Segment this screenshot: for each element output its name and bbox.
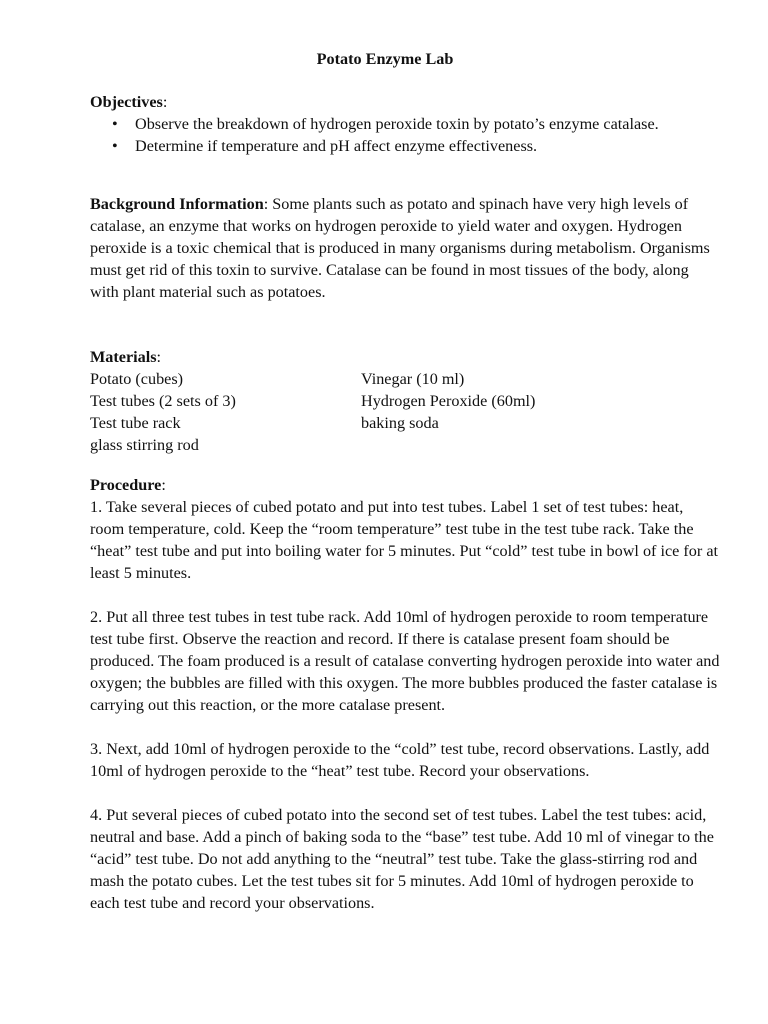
material-item: baking soda: [361, 414, 439, 432]
procedure-heading-line: [90, 474, 720, 496]
objectives-heading: Objectives: [90, 93, 163, 111]
material-item: Vinegar (10 ml): [361, 370, 465, 388]
background-section: [90, 193, 720, 303]
procedure-step: 4. Put several pieces of cubed potato into the second set of test tubes. Label the test tubes: acid, neutral and base. Add a pinch of baking soda to the “base” test tube. Add 10 ml of vinegar to the “acid” test tube. Do not add anything to the “neutral” test tube. Take the glass-stirring rod and mash the potato cubes. Let the test tubes sit for 5 minutes. Add 10ml of hydrogen peroxide to each test tube and record your observations.: [90, 806, 714, 912]
procedure-step: 3. Next, add 10ml of hydrogen peroxide to the “cold” test tube, record observations. Lastly, add 10ml of hydrogen peroxide to the “heat” test tube. Record your observations.: [90, 740, 710, 780]
list-item: [90, 113, 720, 135]
objectives-list: [90, 113, 720, 157]
procedure-section: [90, 474, 720, 936]
materials-list: [90, 368, 720, 456]
procedure-heading: Procedure: [90, 476, 162, 494]
background-paragraph: Background Information: Some plants such as potato and spinach have very high levels of catalase, an enzyme that works on hydrogen peroxide to yield water and oxygen. Hydrogen peroxide is a toxic chemical that is produced in many organisms during metabolism. Organisms must get rid of this toxin to survive. Catalase can be found in most tissues of the body, along with plant material such as potatoes.: [90, 195, 710, 301]
material-item: Potato (cubes): [90, 370, 184, 388]
heading-colon: :: [162, 93, 168, 111]
material-item: [361, 434, 641, 456]
materials-section: [90, 346, 720, 456]
material-item: glass stirring rod: [90, 436, 199, 454]
objective-text: Observe the breakdown of hydrogen peroxide toxin by potato’s enzyme catalase.: [135, 115, 659, 133]
objectives-heading-line: [90, 91, 720, 113]
page-title: Potato Enzyme Lab: [316, 50, 454, 68]
list-item: [90, 135, 720, 157]
procedure-step: 2. Put all three test tubes in test tube rack. Add 10ml of hydrogen peroxide to room temperature test tube first. Observe the reaction and record. If there is catalase present foam should be produced. The foam produced is a result of catalase converting hydrogen peroxide into water and oxygen; the bubbles are filled with this oxygen. The more bubbles produced the faster catalase is carrying out this reaction, or the more catalase present.: [90, 608, 720, 714]
material-item: Test tubes (2 sets of 3): [90, 392, 236, 410]
background-text: Some plants such as potato and spinach have very high levels of catalase, an enzyme that works on hydrogen peroxide to yield water and oxygen. Hydrogen peroxide is a toxic chemical that is produced in many organisms during metabolism. Organisms must get rid of this toxin to survive. Catalase can be found in most tissues of the body, along with plant material such as potatoes.: [90, 195, 710, 301]
heading-colon: :: [156, 348, 162, 366]
bullet-icon: •: [112, 115, 118, 133]
objectives-section: [90, 91, 720, 157]
heading-colon: :: [161, 476, 166, 494]
background-heading: Background Information: [90, 195, 264, 213]
material-item: Hydrogen Peroxide (60ml): [361, 392, 536, 410]
objective-text: Determine if temperature and pH affect enzyme effectiveness.: [135, 137, 538, 155]
materials-heading-line: [90, 346, 720, 368]
procedure-step: 1. Take several pieces of cubed potato and put into test tubes. Label 1 set of test tubes: heat, room temperature, cold. Keep the “room temperature” test tube in the test tube rack. Take the “heat” test tube and put into boiling water for 5 minutes. Put “cold” test tube in bowl of ice for at least 5 minutes.: [90, 498, 719, 582]
material-item: Test tube rack: [90, 414, 181, 432]
materials-heading: Materials: [90, 348, 157, 366]
bullet-icon: •: [112, 137, 118, 155]
